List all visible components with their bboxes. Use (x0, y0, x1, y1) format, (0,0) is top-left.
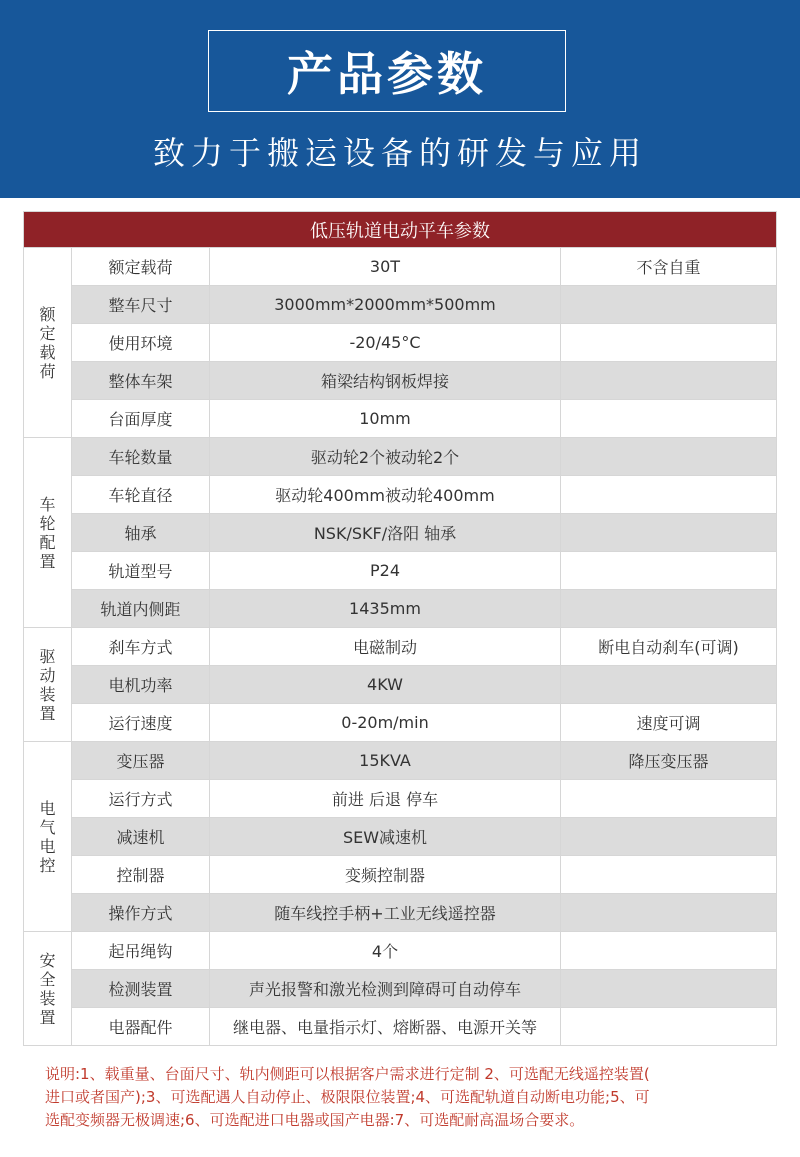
cell-name: 控制器 (72, 856, 210, 894)
cell-note: 断电自动刹车(可调) (561, 628, 777, 666)
page-subtitle: 致力于搬运设备的研发与应用 (152, 134, 647, 172)
cell-name: 电器配件 (72, 1008, 210, 1046)
cell-note (561, 970, 777, 1008)
table-row (24, 400, 777, 438)
cell-note (561, 514, 777, 552)
notes-line: 进口或者国产);3、可选配遇人自动停止、极限限位装置;4、可选配轨道自动断电功能;5、可 (45, 1088, 650, 1106)
table-row (24, 856, 777, 894)
cell-value: 驱动轮400mm被动轮400mm (210, 476, 561, 514)
cell-note (561, 362, 777, 400)
cell-note (561, 286, 777, 324)
cell-note (561, 438, 777, 476)
cell-name: 台面厚度 (72, 400, 210, 438)
group-label: 驱动装置 (39, 646, 56, 723)
cell-value: 驱动轮2个被动轮2个 (210, 438, 561, 476)
cell-name: 变压器 (72, 742, 210, 780)
cell-value: P24 (210, 552, 561, 590)
cell-value: 0-20m/min (210, 704, 561, 742)
cell-name: 车轮直径 (72, 476, 210, 514)
table-row (24, 818, 777, 856)
cell-note (561, 324, 777, 362)
table-row (24, 514, 777, 552)
cell-value: -20/45°C (210, 324, 561, 362)
cell-value: 继电器、电量指示灯、熔断器、电源开关等 (210, 1008, 561, 1046)
group-label-cell (24, 932, 72, 1046)
cell-name: 操作方式 (72, 894, 210, 932)
header-banner (0, 0, 800, 198)
table-row (24, 1008, 777, 1046)
table-row (24, 362, 777, 400)
cell-value: 随车线控手柄+工业无线遥控器 (210, 894, 561, 932)
cell-note (561, 476, 777, 514)
group-label: 电气电控 (39, 798, 56, 875)
cell-name: 整体车架 (72, 362, 210, 400)
cell-name: 轨道内侧距 (72, 590, 210, 628)
cell-value: 4个 (210, 932, 561, 970)
table-row (24, 590, 777, 628)
cell-note: 降压变压器 (561, 742, 777, 780)
spec-table (23, 211, 777, 1046)
table-row (24, 552, 777, 590)
cell-name: 车轮数量 (72, 438, 210, 476)
group-label: 车轮配置 (39, 494, 56, 571)
cell-note (561, 818, 777, 856)
page-title: 产品参数 (208, 30, 566, 112)
notes (45, 1063, 770, 1132)
cell-note (561, 780, 777, 818)
cell-name: 轨道型号 (72, 552, 210, 590)
cell-value: 变频控制器 (210, 856, 561, 894)
group-label: 安全装置 (39, 950, 56, 1027)
cell-note (561, 552, 777, 590)
group-label-cell (24, 742, 72, 932)
cell-value: 30T (210, 248, 561, 286)
cell-note (561, 932, 777, 970)
cell-name: 额定载荷 (72, 248, 210, 286)
cell-value: NSK/SKF/洛阳 轴承 (210, 514, 561, 552)
cell-note (561, 666, 777, 704)
table-row (24, 894, 777, 932)
cell-name: 使用环境 (72, 324, 210, 362)
cell-name: 轴承 (72, 514, 210, 552)
table-row (24, 476, 777, 514)
table-row (24, 628, 777, 666)
group-label-cell (24, 628, 72, 742)
cell-note (561, 1008, 777, 1046)
cell-value: 箱梁结构钢板焊接 (210, 362, 561, 400)
group-label-cell (24, 248, 72, 438)
cell-name: 运行方式 (72, 780, 210, 818)
table-row (24, 286, 777, 324)
table-row (24, 970, 777, 1008)
cell-name: 检测装置 (72, 970, 210, 1008)
cell-note (561, 400, 777, 438)
table-row (24, 780, 777, 818)
cell-value: 15KVA (210, 742, 561, 780)
cell-value: 前进 后退 停车 (210, 780, 561, 818)
notes-line: 说明:1、载重量、台面尺寸、轨内侧距可以根据客户需求进行定制 2、可选配无线遥控装置( (45, 1065, 650, 1083)
cell-name: 减速机 (72, 818, 210, 856)
cell-name: 刹车方式 (72, 628, 210, 666)
cell-note (561, 590, 777, 628)
cell-note (561, 894, 777, 932)
cell-value: 10mm (210, 400, 561, 438)
cell-note: 不含自重 (561, 248, 777, 286)
notes-line: 选配变频器无极调速;6、可选配进口电器或国产电器:7、可选配耐高温场合要求。 (45, 1111, 585, 1129)
cell-name: 整车尺寸 (72, 286, 210, 324)
group-label-cell (24, 438, 72, 628)
table-row (24, 704, 777, 742)
cell-name: 运行速度 (72, 704, 210, 742)
cell-name: 起吊绳钩 (72, 932, 210, 970)
spec-table-container (23, 211, 776, 1046)
cell-value: 声光报警和激光检测到障碍可自动停车 (210, 970, 561, 1008)
table-row (24, 666, 777, 704)
cell-name: 电机功率 (72, 666, 210, 704)
cell-note (561, 856, 777, 894)
table-row (24, 932, 777, 970)
cell-note: 速度可调 (561, 704, 777, 742)
table-row (24, 248, 777, 286)
table-caption: 低压轨道电动平车参数 (24, 212, 777, 248)
group-label: 额定载荷 (39, 304, 56, 381)
table-row (24, 742, 777, 780)
cell-value: 电磁制动 (210, 628, 561, 666)
cell-value: SEW减速机 (210, 818, 561, 856)
table-row (24, 324, 777, 362)
cell-value: 1435mm (210, 590, 561, 628)
cell-value: 4KW (210, 666, 561, 704)
cell-value: 3000mm*2000mm*500mm (210, 286, 561, 324)
table-row (24, 438, 777, 476)
